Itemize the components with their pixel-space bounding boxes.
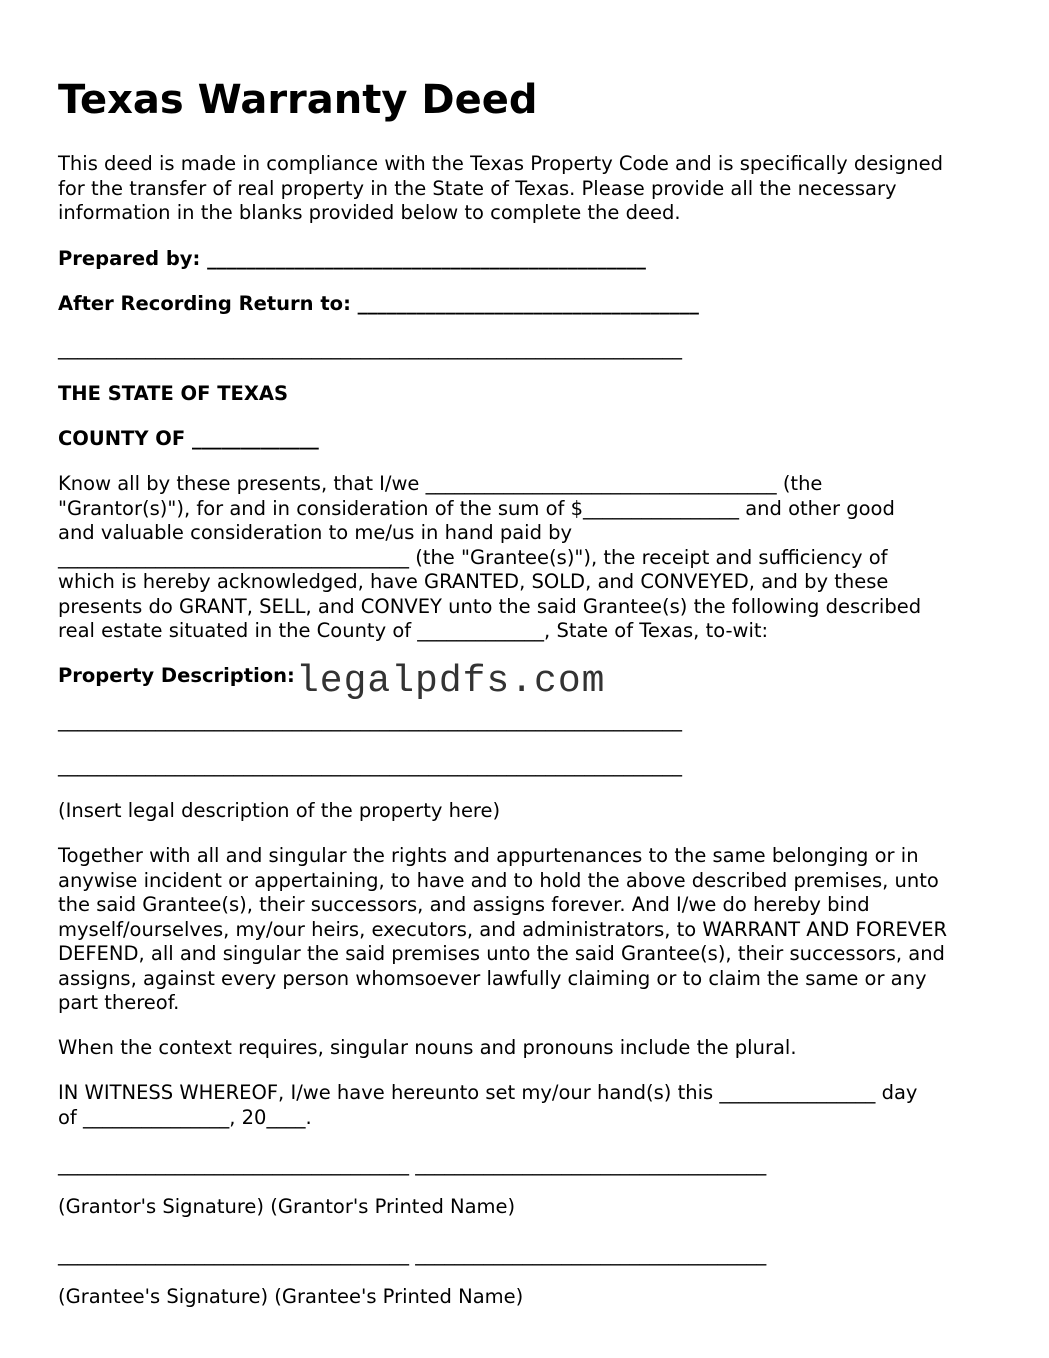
together-paragraph: Together with all and singular the rights and appurtenances to the same belonging or in anywise incident or appertaining, to have and to hold the above described premises, unto the said Grantee(s), their successors, and assigns forever. And I/we do hereby bind myself/ourselves, my/our heirs, executors, and administrators, to WARRANT AND FOREVER DEFEND, all and singular the said premises unto the said Grantee(s), their successors, and assigns, against every person whomsoever lawfully claiming or to claim the same or any part thereof. [58,844,948,1014]
county-field: COUNTY OF _____________ [58,427,319,450]
property-description-label: Property Description: [58,664,295,687]
know-all-paragraph: Know all by these presents, that I/we ____________________________________ (the "Grantor(s)"), for and in consideration of the sum of $________________ and other good and valuable consideration to me/us in hand paid by ____________________________________ (the "Grantee(s)"), the receipt and sufficiency of which is hereby acknowledged, have GRANTED, SOLD, and CONVEYED, and by these presents do GRANT, SELL, and CONVEY unto the said Grantee(s) the following described real estate situated in the County of _____________, State of Texas, to-wit: [58,472,922,642]
description-line-1: ________________________________________________________________ [58,709,682,732]
watermark: legalpdfs.com [296,660,606,703]
return-to-field: After Recording Return to: ___________________________________ [58,292,699,315]
grantee-signature-caption: (Grantee's Signature) (Grantee's Printed Name) [58,1285,524,1308]
state-heading: THE STATE OF TEXAS [58,382,289,405]
grantor-signature-lines: ____________________________________ ____________________________________ [58,1153,767,1176]
document-title: Texas Warranty Deed [58,77,538,123]
description-line-2: ________________________________________________________________ [58,754,682,777]
context-paragraph: When the context requires, singular nouns and pronouns include the plural. [58,1036,797,1059]
prepared-by-field: Prepared by: _____________________________________________ [58,247,646,270]
grantor-signature-caption: (Grantor's Signature) (Grantor's Printed Name) [58,1195,516,1218]
intro-paragraph: This deed is made in compliance with the Texas Property Code and is specifically designed for the transfer of real property in the State of Texas. Please provide all the necessary information in the blanks provided below to complete the deed. [58,152,943,224]
witness-paragraph: IN WITNESS WHEREOF, I/we have hereunto set my/our hand(s) this ________________ day of _______________, 20____. [58,1081,918,1129]
grantee-signature-lines: ____________________________________ ____________________________________ [58,1243,767,1266]
separator-line: ________________________________________________________________ [58,337,682,360]
insert-description-note: (Insert legal description of the property here) [58,799,501,822]
